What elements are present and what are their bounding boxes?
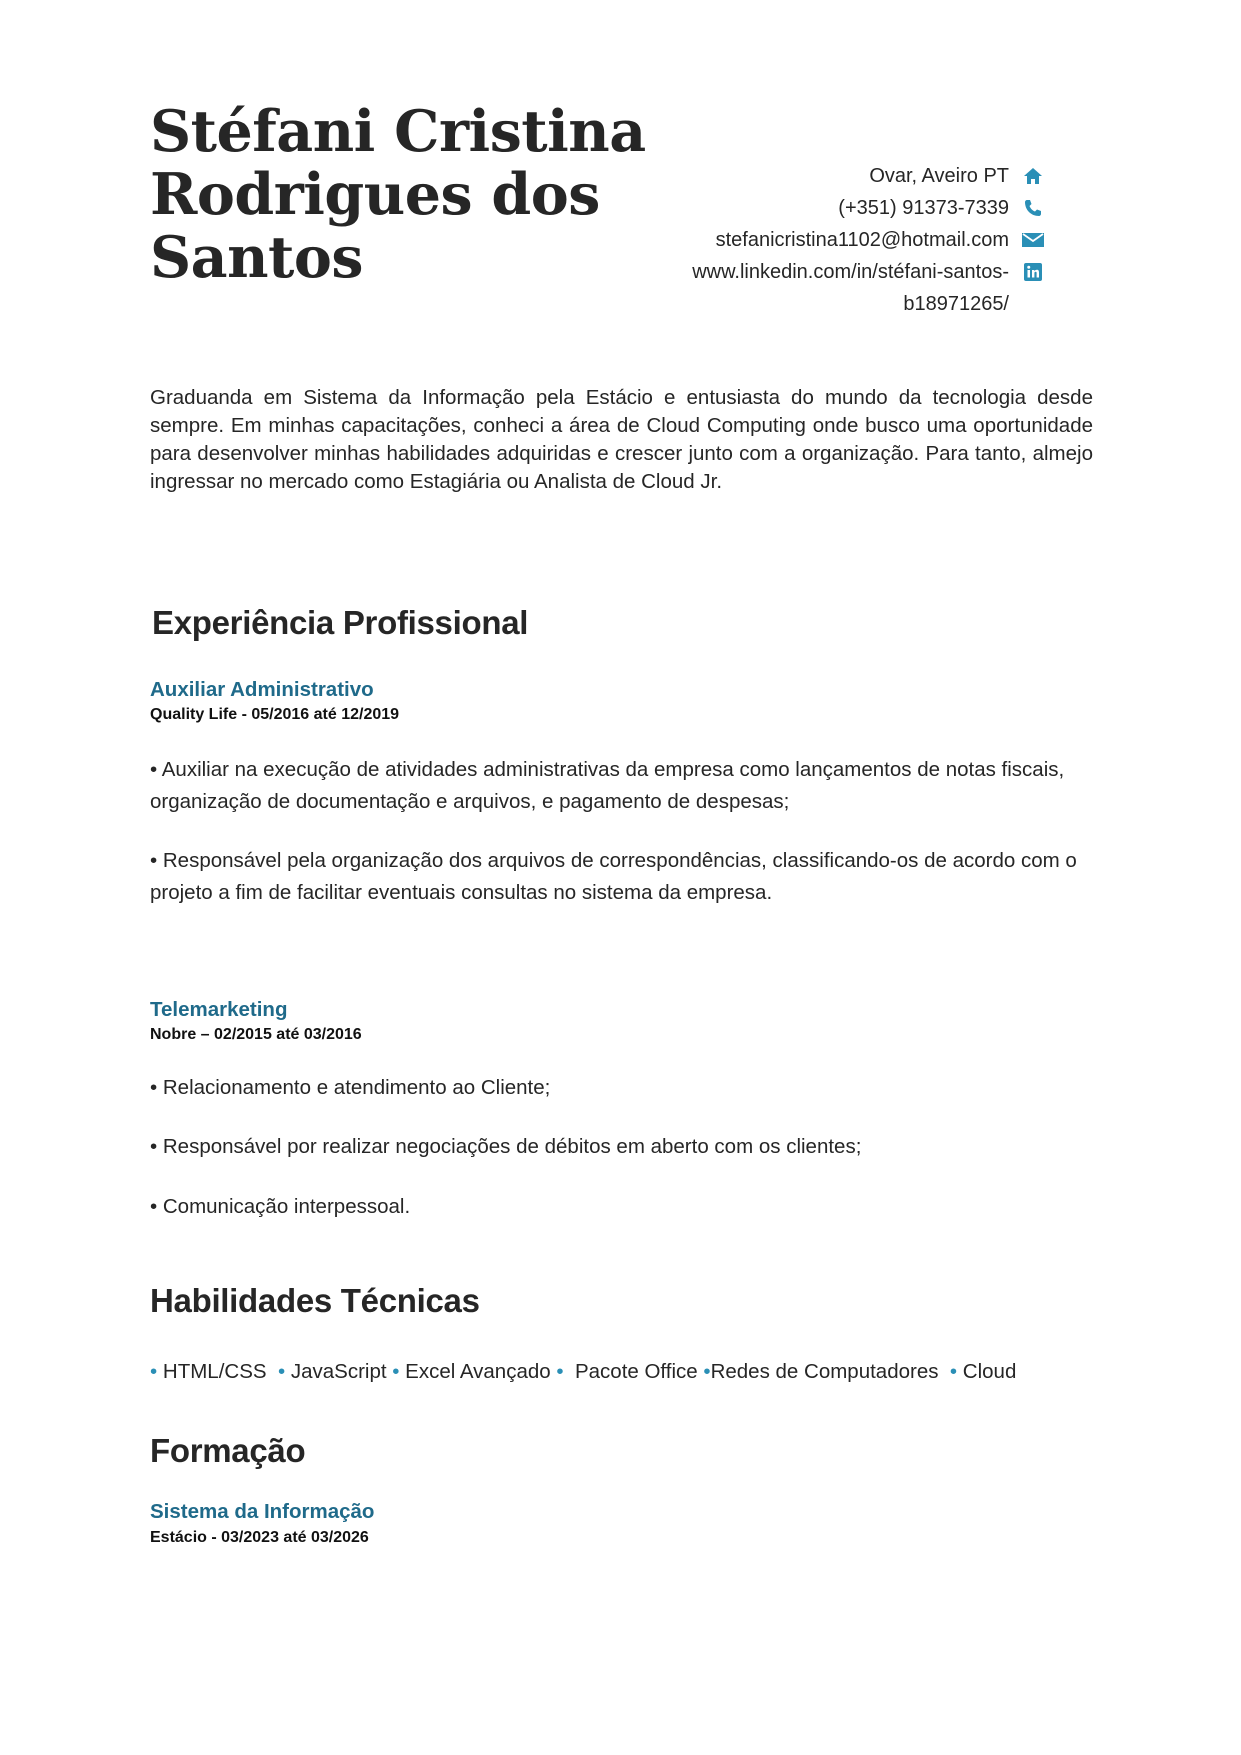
- job-title-1: Auxiliar Administrativo: [150, 678, 374, 701]
- skill-item-6: Cloud: [962, 1360, 1017, 1383]
- linkedin-icon: [1021, 260, 1045, 284]
- education-course: Sistema da Informação: [150, 1500, 375, 1523]
- skill-item-2: JavaScript: [290, 1360, 387, 1383]
- skill-item-3: Excel Avançado: [405, 1360, 551, 1383]
- job-meta-2: Nobre – 02/2015 até 03/2016: [150, 1026, 362, 1043]
- contact-linkedin[interactable]: [525, 256, 1045, 320]
- job-1-bullet-2: • Responsável pela organização dos arquivos de correspondências, classificando-os de acordo com o projeto a fim de facilitar eventuais consultas no sistema da empresa.: [150, 849, 1077, 904]
- education-heading: Formação: [150, 1432, 306, 1469]
- job-1-bullet-1: • Auxiliar na execução de atividades administrativas da empresa como lançamentos de notas fiscais, organização de documentação e arquivos, e pagamento de despesas;: [150, 758, 1065, 813]
- job-meta-1: Quality Life - 05/2016 até 12/2019: [150, 706, 400, 723]
- phone-text: (+351) 91373-7339: [838, 197, 1009, 219]
- name-line-1: Stéfani Cristina: [150, 98, 646, 165]
- location-text: Ovar, Aveiro PT: [869, 165, 1009, 187]
- skill-bullet: •: [703, 1360, 711, 1383]
- skill-item-4: Pacote Office: [574, 1360, 698, 1383]
- email-text[interactable]: stefanicristina1102@hotmail.com: [715, 229, 1009, 251]
- home-icon: [1021, 164, 1045, 188]
- job-2-bullet-1: • Relacionamento e atendimento ao Cliente;: [150, 1076, 551, 1099]
- contact-location: [525, 160, 1045, 192]
- skills-heading: Habilidades Técnicas: [150, 1282, 480, 1319]
- job-2-bullet-2: • Responsável por realizar negociações de débitos em aberto com os clientes;: [150, 1135, 862, 1158]
- skill-bullet: •: [150, 1360, 158, 1383]
- name-line-2: Rodrigues dos: [150, 161, 600, 228]
- skills-list: [150, 1360, 1016, 1384]
- profile-summary: Graduanda em Sistema da Informação pela Estácio e entusiasta do mundo da tecnologia desde sempre. Em minhas capacitações, conheci a área de Cloud Computing onde busco uma oportunidade para desenvolver minhas habilidades adquiridas e crescer junto com a organização. Para tanto, almejo ingressar no mercado como Estagiária ou Analista de Cloud Jr.: [150, 386, 1093, 493]
- mail-icon: [1021, 228, 1045, 252]
- skill-bullet: •: [556, 1360, 564, 1383]
- job-2-bullet-3: • Comunicação interpessoal.: [150, 1195, 411, 1218]
- contact-email[interactable]: [525, 224, 1045, 256]
- skill-bullet: •: [392, 1360, 400, 1383]
- contact-phone: [525, 192, 1045, 224]
- linkedin-text[interactable]: www.linkedin.com/in/stéfani-santos-b18971265/: [692, 261, 1009, 315]
- skill-bullet: •: [277, 1360, 286, 1383]
- job-title-2: Telemarketing: [150, 998, 288, 1021]
- skill-bullet: •: [949, 1360, 958, 1383]
- skill-item-1: HTML/CSS: [162, 1360, 267, 1383]
- contact-block: [525, 160, 1045, 320]
- phone-icon: [1021, 196, 1045, 220]
- skill-item-5: Redes de Computadores: [710, 1360, 939, 1383]
- education-meta: Estácio - 03/2023 até 03/2026: [150, 1529, 369, 1546]
- experience-heading: Experiência Profissional: [152, 604, 529, 641]
- name-line-3: Santos: [150, 224, 363, 291]
